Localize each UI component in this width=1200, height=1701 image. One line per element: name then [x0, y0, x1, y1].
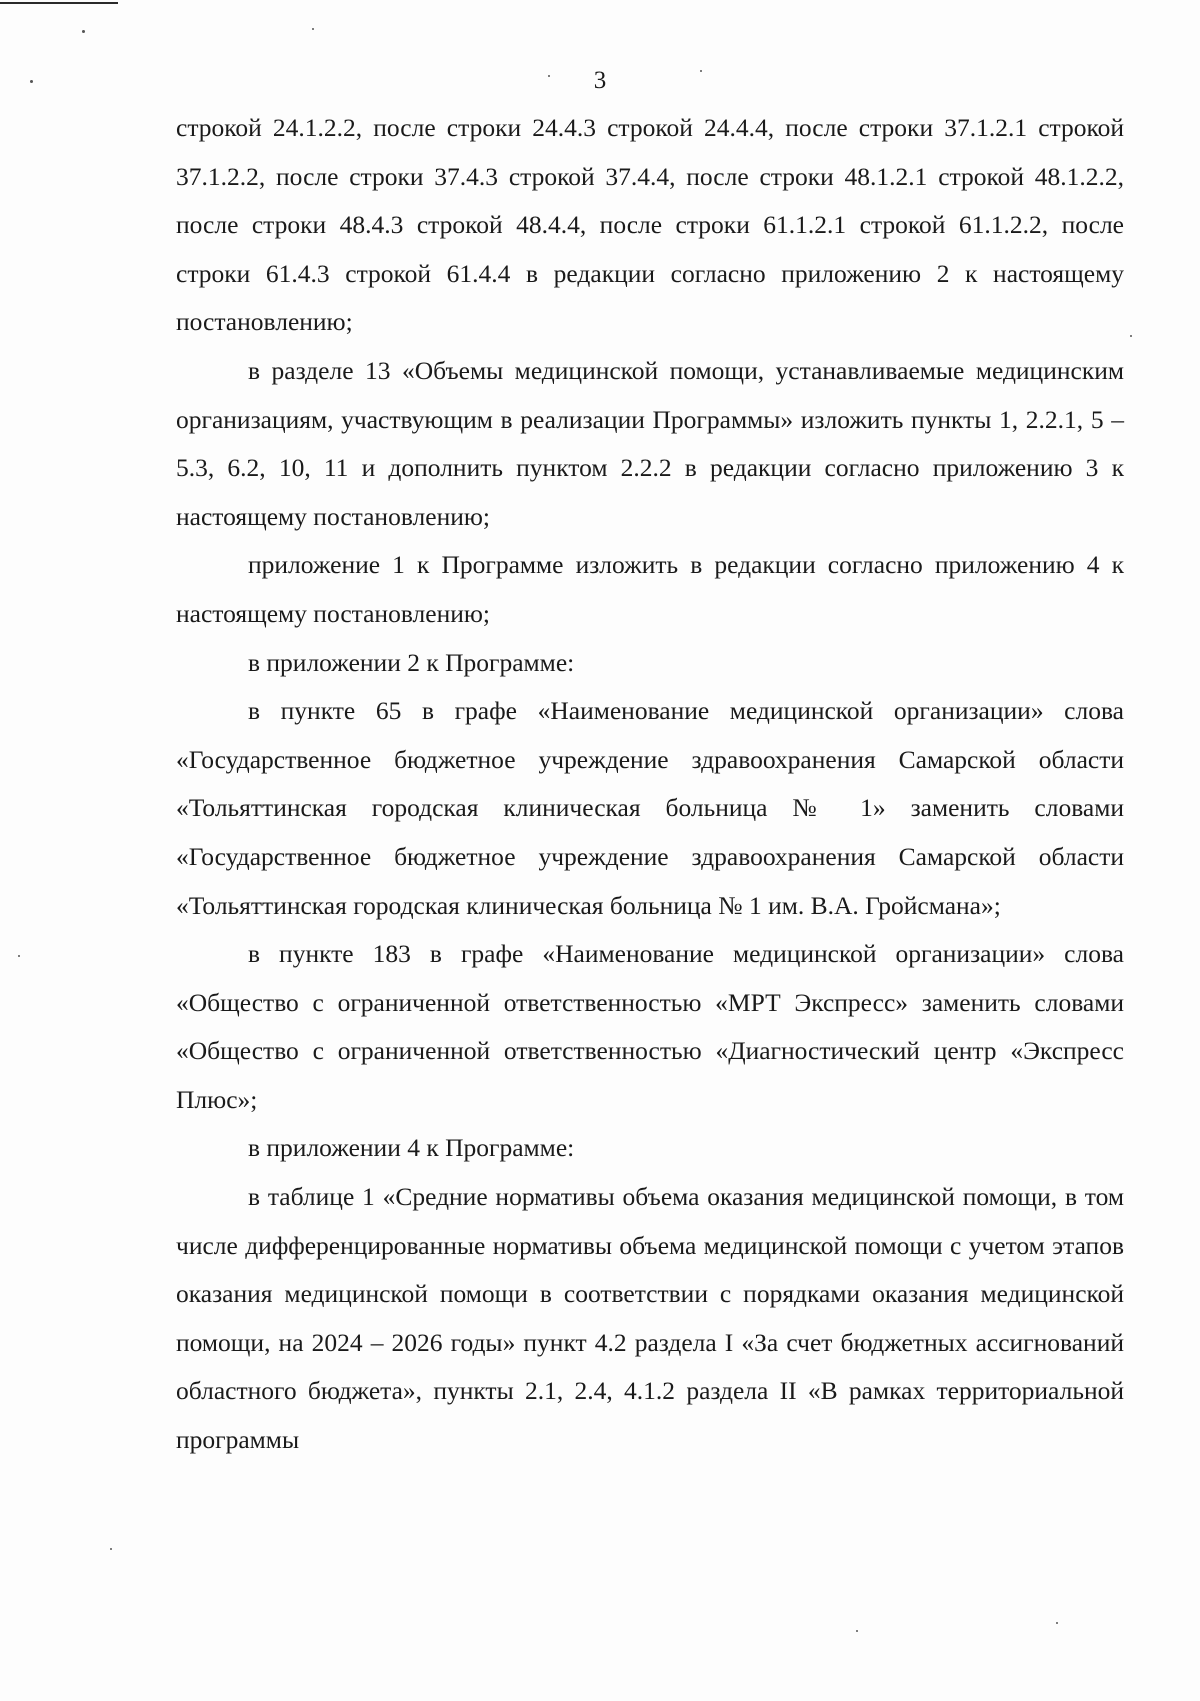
scan-speck	[548, 75, 550, 77]
paragraph-appendix-4-heading: в приложении 4 к Программе:	[248, 1133, 575, 1163]
scan-speck	[856, 1630, 858, 1632]
scan-speck	[1056, 1622, 1058, 1624]
scan-speck	[110, 1548, 112, 1550]
scan-speck	[30, 80, 33, 83]
paragraph-line-references: строкой 24.1.2.2, после строки 24.4.3 строкой 24.4.4, после строки 37.1.2.1 строкой 37.1.2.2, после строки 37.4.3 строкой 37.4.4, после строки 48.1.2.1 строкой 48.1.2.2, после строки 48.4.3 строкой 48.4.4, после строки 61.1.2.1 строкой 61.1.2.2, после строки 61.4.3 строкой 61.4.4 в редакции согласно приложению 2 к настоящему постановлению;	[176, 113, 1124, 337]
paragraph-item-65: в пункте 65 в графе «Наименование медицинской организации» слова «Государственное бюджетное учреждение здравоохранения Самарской области «Тольяттинская городская клиническая больница № 1» заменить словами «Государственное бюджетное учреждение здравоохранения Самарской области «Тольяттинская городская клиническая больница № 1 им. В.А. Гройсмана»;	[176, 696, 1124, 920]
scan-speck	[18, 955, 20, 957]
page-number: 3	[593, 67, 607, 94]
document-body	[176, 104, 1124, 1465]
paragraph-table-1: в таблице 1 «Средние нормативы объема оказания медицинской помощи, в том числе дифференцированные нормативы объема медицинской помощи с учетом этапов оказания медицинской помощи в соответствии с порядками оказания медицинской помощи, на 2024 – 2026 годы» пункт 4.2 раздела I «За счет бюджетных ассигнований областного бюджета», пункты 2.1, 2.4, 4.1.2 раздела II «В рамках территориальной программы	[176, 1182, 1124, 1455]
scan-speck	[82, 30, 85, 33]
paragraph-section-13: в разделе 13 «Объемы медицинской помощи, устанавливаемые медицинским организациям, участвующим в реализации Программы» изложить пункты 1, 2.2.1, 5 – 5.3, 6.2, 10, 11 и дополнить пунктом 2.2.2 в редакции согласно приложению 3 к настоящему постановлению;	[176, 355, 1124, 531]
paragraph-appendix-2-heading: в приложении 2 к Программе:	[248, 647, 575, 677]
paragraph-item-183: в пункте 183 в графе «Наименование медицинской организации» слова «Общество с ограниченной ответственностью «МРТ Экспресс» заменить словами «Общество с ограниченной ответственностью «Диагностический центр «Экспресс Плюс»;	[176, 939, 1124, 1114]
paragraph-appendix-1: приложение 1 к Программе изложить в редакции согласно приложению 4 к настоящему постановлению;	[176, 550, 1124, 628]
scan-edge-mark	[0, 2, 118, 4]
scan-speck	[700, 70, 702, 72]
scan-speck	[312, 28, 314, 30]
scan-speck	[1130, 335, 1132, 337]
